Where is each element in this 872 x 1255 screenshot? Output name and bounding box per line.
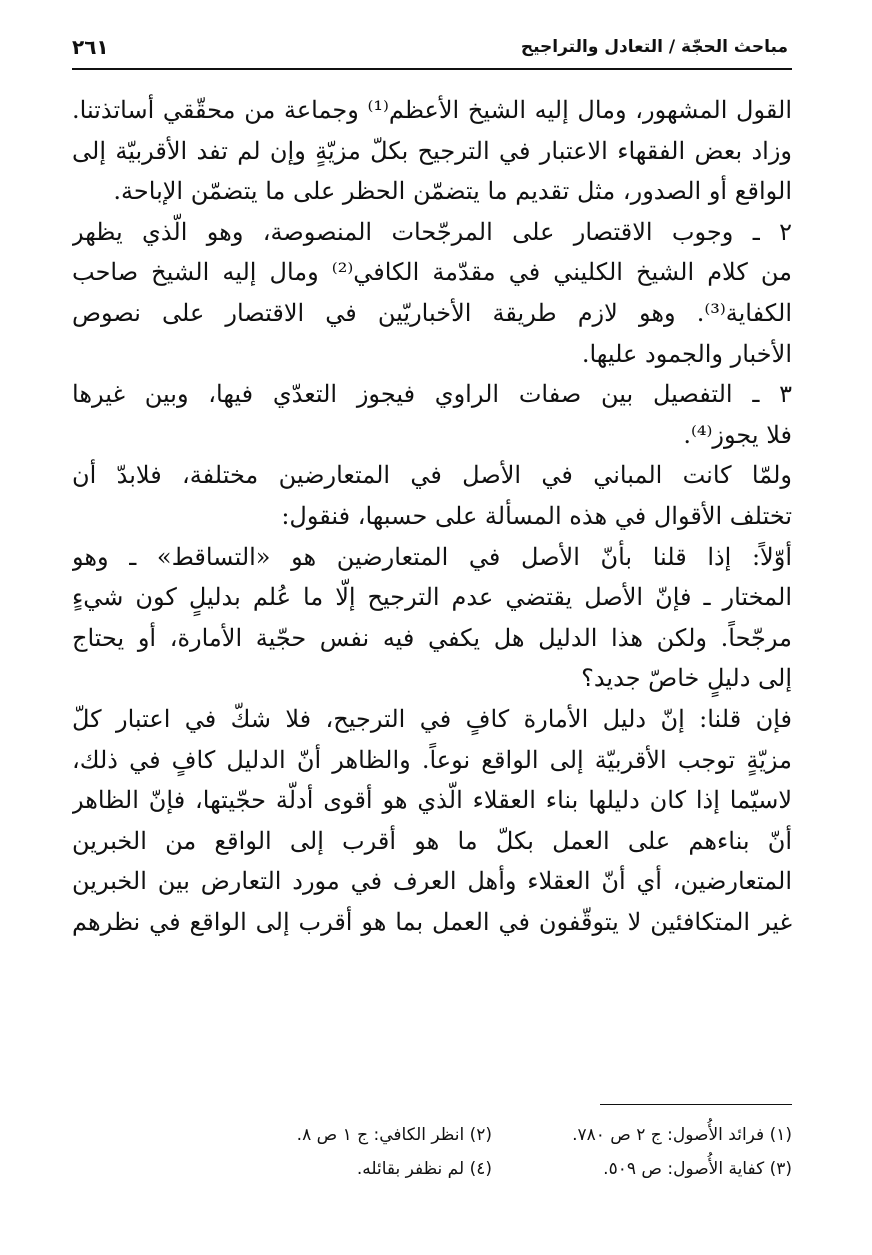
footnote-divider — [600, 1104, 792, 1105]
footnote-4: (٤) لم نظفر بقائله. — [356, 1159, 492, 1179]
body-text — [72, 90, 792, 942]
text-line: مزيّةٍ توجب الأقربيّة إلى الواقع نوعاً. والظاهر أنّ الدليل كافٍ في ذلك، — [72, 745, 792, 774]
text-line: لاسيّما إذا كان دليلها بناء العقلاء الّذي هو أقوى أدلّة حجّيتها، فإنّ الظاهر — [72, 786, 792, 815]
text-line: أنّ بناءهم على العمل بكلّ ما هو أقرب إلى الواقع من الخبرين — [72, 826, 792, 855]
text-line: المتعارضين، أي أنّ العقلاء وأهل العرف في مورد التعارض بين الخبرين — [72, 867, 792, 896]
text-line: تختلف الأقوال في هذه المسألة على حسبها، فنقول: — [281, 501, 792, 530]
footnotes — [160, 1118, 792, 1186]
page-number: ٢٦١ — [72, 35, 109, 59]
footnote-2: (٢) انظر الكافي: ج ١ ص ٨. — [296, 1125, 492, 1145]
footnote-1: (١) فرائد الأُصول: ج ٢ ص ٧٨٠. — [572, 1125, 792, 1145]
header-divider — [72, 68, 792, 70]
text-line: من كلام الشيخ الكليني في مقدّمة الكافي⁽²⁾ ومال إليه الشيخ صاحب — [72, 258, 792, 287]
footnote-3: (٣) كفاية الأُصول: ص ٥٠٩. — [603, 1159, 792, 1179]
text-line: ولمّا كانت المباني في الأصل في المتعارضين مختلفة، فلابدّ أن — [72, 461, 792, 490]
text-line: وزاد بعض الفقهاء الاعتبار في الترجيح بكلّ مزيّةٍ وإن لم تفد الأقربيّة إلى — [72, 136, 792, 165]
text-line: فإن قلنا: إنّ دليل الأمارة كافٍ في الترجيح، فلا شكّ في اعتبار كلّ — [72, 704, 792, 733]
page-header — [72, 28, 788, 66]
text-line: فلا يجوز⁽⁴⁾. — [683, 420, 792, 449]
text-line: إلى دليلٍ خاصّ جديد؟ — [581, 664, 792, 693]
text-line: مرجّحاً. ولكن هذا الدليل هل يكفي فيه نفس حجّية الأمارة، أو يحتاج — [72, 623, 792, 652]
text-line: غير المتكافئين لا يتوقّفون في العمل بما هو أقرب إلى الواقع في نظرهم — [72, 907, 792, 936]
text-line: الواقع أو الصدور، مثل تقديم ما يتضمّن الحظر على ما يتضمّن الإباحة. — [113, 177, 792, 206]
text-line: الكفاية⁽³⁾. وهو لازم طريقة الأخباريّين في الاقتصار على نصوص — [72, 298, 792, 327]
running-title: مباحث الحجّة / التعادل والتراجيح — [520, 37, 788, 57]
text-line: المختار ـ فإنّ الأصل يقتضي عدم الترجيح إلّا ما عُلم بدليلٍ كون شيءٍ — [72, 583, 792, 612]
text-line: ٣ ـ التفصيل بين صفات الراوي فيجوز التعدّي فيها، وبين غيرها — [72, 380, 792, 409]
text-line: الأخبار والجمود عليها. — [581, 339, 792, 368]
text-line: القول المشهور، ومال إليه الشيخ الأعظم⁽¹⁾ وجماعة من محقّقي أساتذتنا. — [72, 96, 792, 124]
text-line: ٢ ـ وجوب الاقتصار على المرجّحات المنصوصة، وهو الّذي يظهر — [72, 217, 792, 246]
footnote-row — [160, 1118, 792, 1152]
footnote-row — [160, 1152, 792, 1186]
text-line: أوّلاً: إذا قلنا بأنّ الأصل في المتعارضين هو «التساقط» ـ وهو — [72, 542, 792, 571]
